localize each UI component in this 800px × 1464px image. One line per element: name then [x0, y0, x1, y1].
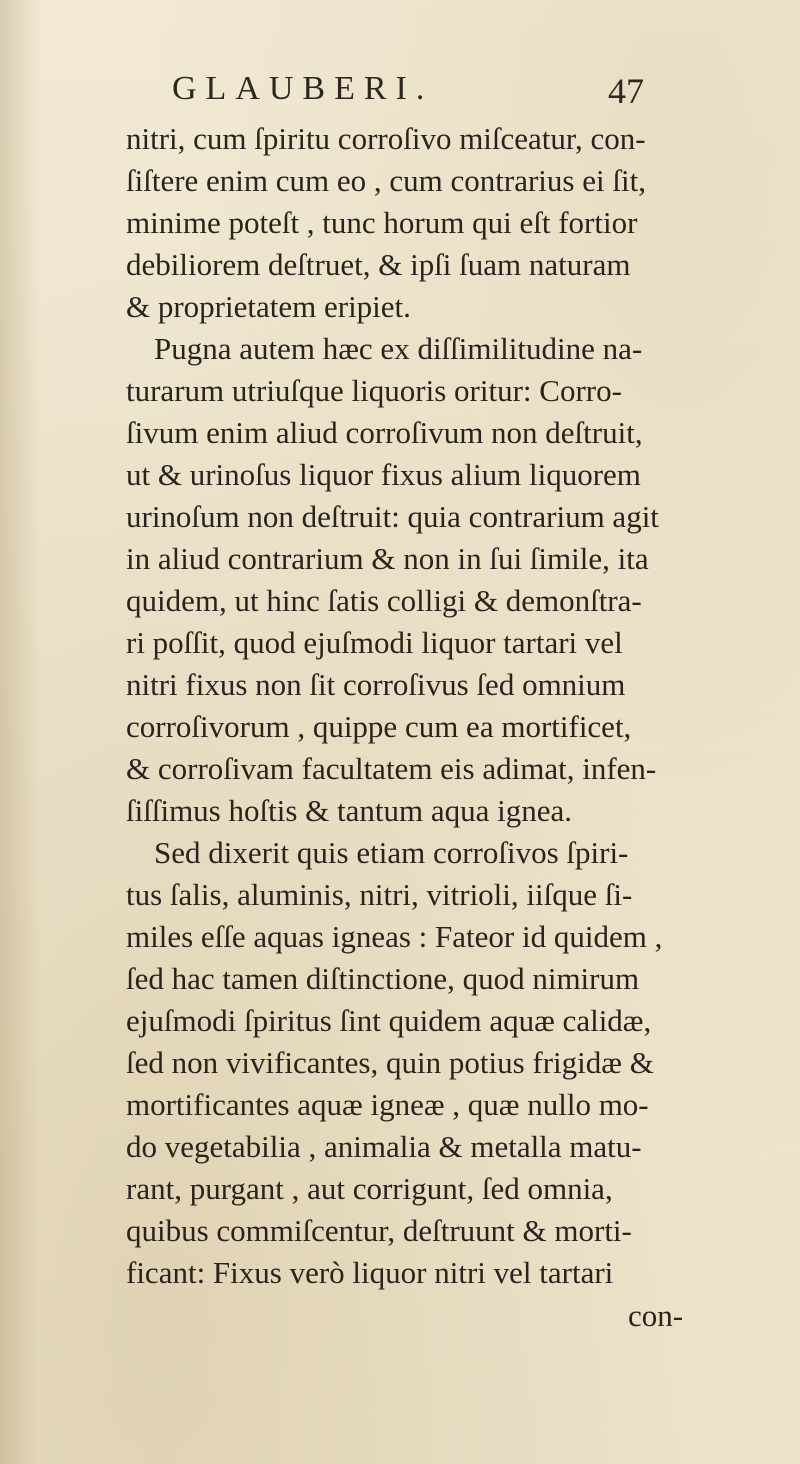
text-line: ri poſſit, quod ejuſmodi liquor tartari vel — [126, 625, 623, 660]
text-line: ſed hac tamen diſtinctione, quod nimirum — [126, 961, 640, 996]
text-line: tus ſalis, aluminis, nitri, vitrioli, iiſque ſi- — [126, 877, 633, 912]
text-line: ſed non vivificantes, quin potius frigidæ & — [126, 1045, 654, 1080]
text-line: ſivum enim aliud corroſivum non deſtruit, — [126, 415, 643, 450]
text-line: minime poteſt , tunc horum qui eſt fortior — [126, 205, 638, 240]
text-line: ſiſſimus hoſtis & tantum aqua ignea. — [126, 793, 573, 828]
text-line: Pugna autem hæc ex diſſimilitudine na- — [154, 331, 643, 366]
text-line: nitri, cum ſpiritu corroſivo miſceatur, con- — [126, 121, 646, 156]
text-line: urinoſum non deſtruit: quia contrarium agit — [126, 499, 659, 534]
text-line: nitri fixus non ſit corroſivus ſed omnium — [126, 667, 626, 702]
text-line: ſiſtere enim cum eo , cum contrarius ei ſit, — [126, 163, 646, 198]
text-line: turarum utriuſque liquoris oritur: Corro- — [126, 373, 622, 408]
text-line: quidem, ut hinc ſatis colligi & demonſtra- — [126, 583, 642, 618]
catchword: con- — [628, 1298, 684, 1333]
page-gutter-shadow — [0, 0, 40, 1464]
page-number: 47 — [608, 71, 644, 111]
text-line: in aliud contrarium & non in ſui ſimile, ita — [126, 541, 649, 576]
text-line: do vegetabilia , animalia & metalla matu- — [126, 1129, 642, 1164]
running-title: GLAUBERI. — [172, 70, 434, 107]
text-line: & proprietatem eripiet. — [126, 289, 411, 324]
text-line: rant, purgant , aut corrigunt, ſed omnia, — [126, 1171, 613, 1206]
text-line: ficant: Fixus verò liquor nitri vel tartari — [126, 1255, 614, 1290]
running-head — [0, 70, 800, 120]
text-line: & corroſivam facultatem eis adimat, infen- — [126, 751, 657, 786]
text-line: ut & urinoſus liquor fixus alium liquorem — [126, 457, 641, 492]
text-line: quibus commiſcentur, deſtruunt & morti- — [126, 1213, 632, 1248]
text-line: corroſivorum , quippe cum ea mortificet, — [126, 709, 632, 744]
text-line: miles eſſe aquas igneas : Fateor id quidem , — [126, 919, 663, 954]
text-line: mortificantes aquæ igneæ , quæ nullo mo- — [126, 1087, 649, 1122]
text-line: ejuſmodi ſpiritus ſint quidem aquæ calidæ, — [126, 1003, 652, 1038]
text-line: debiliorem deſtruet, & ipſi ſuam naturam — [126, 247, 631, 282]
text-line: Sed dixerit quis etiam corroſivos ſpiri- — [154, 835, 629, 870]
